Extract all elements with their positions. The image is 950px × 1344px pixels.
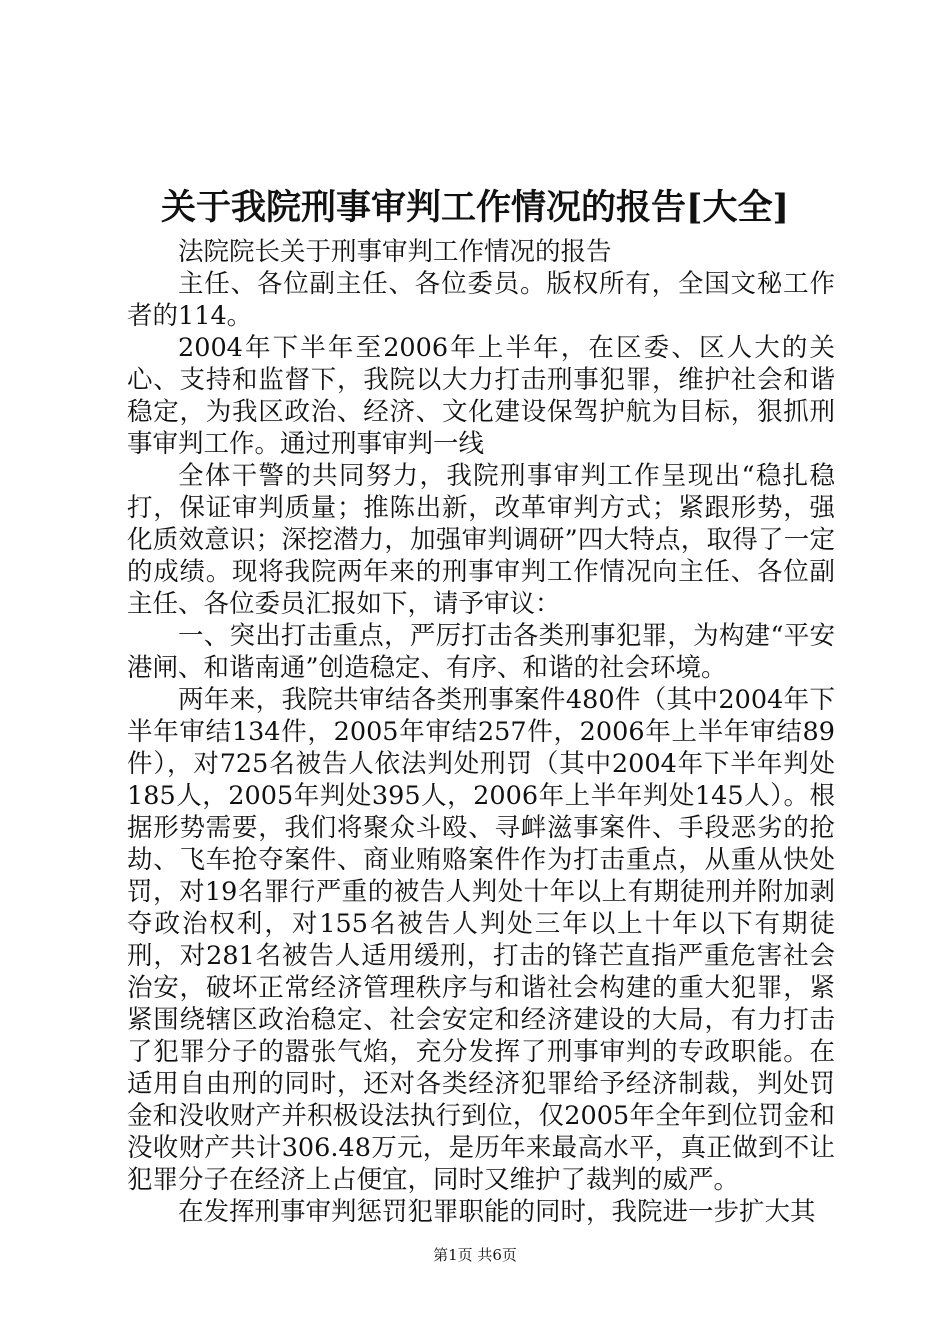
paragraph-statistics: 两年来，我院共审结各类刑事案件480件（其中2004年下半年审结134件，2005年审结257件，2006年上半年审结89件），对725名被告人依法判处刑罚（其中2004年下半年判处185人，2005年判处395人，2006年上半年判处145人）。根据形势需要，我们将聚众斗殴、寻衅滋事案件、手段恶劣的抢劫、飞车抢夺案件、商业贿赂案件作为打击重点，从重从快处罚，对19名罪行严重的被告人判处十年以上有期徒刑并附加剥夺政治权利，对155名被告人判处三年以上十年以下有期徒刑，对281名被告人适用缓刑，打击的锋芒直指严重危害社会治安，破坏正常经济管理秩序与和谐社会构建的重大犯罪，紧紧围绕辖区政治稳定、社会安定和经济建设的大局，有力打击了犯罪分子的嚣张气焰，充分发挥了刑事审判的专政职能。在适用自由刑的同时，还对各类经济犯罪给予经济制裁，判处罚金和没收财产并积极设法执行到位，仅2005年全年到位罚金和没收财产共计306.48万元，是历年来最高水平，真正做到不让犯罪分子在经济上占便宜，同时又维护了裁判的威严。	[127, 685, 835, 1195]
paragraph-intro: 2004年下半年至2006年上半年，在区委、区人大的关心、支持和监督下，我院以大力打击刑事犯罪，维护社会和谐稳定，为我区政治、经济、文化建设保驾护航为目标，狠抓刑事审判工作。通过刑事审判一线	[127, 333, 835, 459]
document-title: 关于我院刑事审判工作情况的报告[大全]	[160, 187, 790, 228]
paragraph-overview: 全体干警的共同努力，我院刑事审判工作呈现出“稳扎稳打，保证审判质量；推陈出新，改革审判方式；紧跟形势，强化质效意识；深挖潜力，加强审判调研”四大特点，取得了一定的成绩。现将我院两年来的刑事审判工作情况向主任、各位副主任、各位委员汇报如下，请予审议：	[127, 461, 835, 619]
page-footer: 第1页 共6页	[433, 1246, 517, 1264]
paragraph-section-one-heading: 一、突出打击重点，严厉打击各类刑事犯罪，为构建“平安港闸、和谐南通”创造稳定、有序、和谐的社会环境。	[127, 621, 835, 683]
paragraph-salutation: 主任、各位副主任、各位委员。版权所有，全国文秘工作者的114。	[127, 269, 835, 331]
paragraph-subtitle: 法院院长关于刑事审判工作情况的报告	[178, 237, 612, 267]
paragraph-continuation: 在发挥刑事审判惩罚犯罪职能的同时，我院进一步扩大其	[178, 1197, 816, 1227]
document-body	[127, 236, 835, 1228]
